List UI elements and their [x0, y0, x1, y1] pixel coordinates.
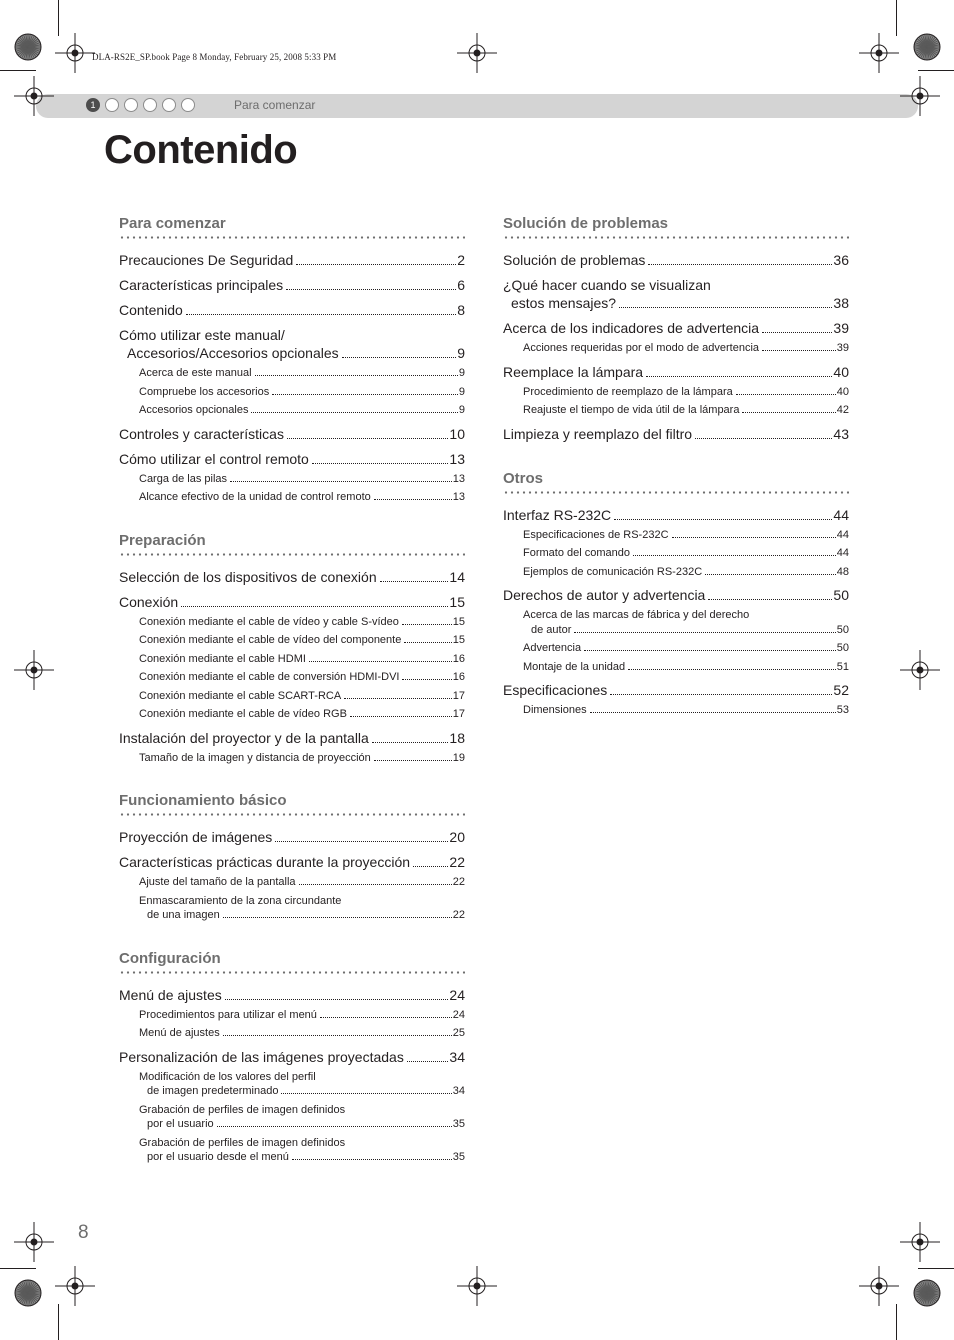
entry-text: Compruebe los accesorios	[139, 385, 270, 398]
page-title: Contenido	[104, 128, 298, 172]
crop-line	[58, 0, 59, 36]
dot-leader	[286, 289, 456, 290]
section-divider	[503, 236, 849, 239]
toc-entry[interactable]	[119, 425, 465, 443]
entry-text: ¿Qué hacer cuando se visualizan	[503, 277, 711, 293]
entry-page: 36	[833, 252, 849, 268]
crop-line	[918, 1268, 954, 1269]
entry-text: Reajuste el tiempo de vida útil de la lámpara	[523, 404, 740, 416]
dot-leader	[255, 375, 458, 376]
dot-leader	[628, 669, 836, 670]
entry-page: 25	[452, 1027, 465, 1039]
toc-subentry[interactable]	[119, 1026, 465, 1041]
entry-page: 16	[452, 652, 465, 665]
dot-leader	[742, 412, 835, 413]
dot-leader	[402, 679, 451, 680]
registration-mark-icon	[457, 33, 497, 73]
dot-leader	[281, 1093, 451, 1094]
toc-subentry[interactable]	[119, 366, 465, 381]
registration-mark-icon	[900, 650, 940, 690]
toc-subentry[interactable]	[119, 385, 465, 400]
entry-page: 39	[833, 320, 849, 336]
entry-text-line2: por el usuario	[147, 1118, 214, 1130]
dot-leader	[296, 264, 456, 265]
toc-column-left	[119, 214, 465, 1191]
dot-leader	[320, 1017, 452, 1018]
entry-page: 40	[833, 363, 849, 380]
registration-mark-icon	[457, 1266, 497, 1306]
toc-entry[interactable]	[119, 986, 465, 1004]
dot-leader	[708, 599, 832, 600]
toc-entry[interactable]	[119, 276, 465, 294]
entry-page: 9	[457, 345, 465, 361]
entry-page: 52	[833, 682, 849, 698]
entry-page: 19	[452, 751, 465, 764]
toc-subentry[interactable]	[119, 670, 465, 685]
entry-text: Enmascaramiento de la zona circundante	[139, 894, 342, 907]
toc-subentry[interactable]	[503, 660, 849, 675]
registration-mark-icon	[14, 650, 54, 690]
dot-leader	[762, 332, 832, 333]
section-divider	[119, 813, 465, 816]
chapter-progress-dots	[86, 98, 195, 112]
dot-leader	[186, 314, 456, 315]
toc-subentry[interactable]	[119, 1008, 465, 1023]
toc-subentry[interactable]	[503, 608, 849, 637]
entry-text-line2: de autor	[531, 623, 572, 636]
registration-mark-icon	[14, 1222, 54, 1262]
toc-entry[interactable]	[119, 450, 465, 468]
registration-mark-icon	[14, 76, 54, 116]
chapter-dot	[124, 98, 138, 112]
dot-leader	[380, 581, 449, 582]
entry-text: Derechos de autor y advertencia	[503, 587, 706, 603]
entry-text: Conexión mediante el cable HDMI	[139, 652, 306, 665]
entry-text: Acerca de los indicadores de advertencia	[503, 320, 760, 336]
dot-leader	[695, 438, 832, 439]
dot-leader	[705, 574, 836, 575]
entry-page: 34	[449, 1048, 465, 1065]
registration-mark-icon	[900, 76, 940, 116]
dot-leader	[223, 917, 452, 918]
toc-subentry[interactable]	[119, 633, 465, 648]
toc-subentry[interactable]	[503, 641, 849, 656]
entry-text: Reemplace la lámpara	[503, 363, 644, 380]
dot-leader	[619, 307, 832, 308]
toc-subentry[interactable]	[503, 528, 849, 543]
dot-leader	[251, 412, 457, 413]
section-divider	[119, 236, 465, 239]
entry-page: 13	[452, 472, 465, 485]
toc-entry[interactable]	[503, 319, 849, 337]
entry-page: 15	[449, 593, 465, 610]
entry-page: 40	[836, 385, 849, 398]
entry-text-continued	[139, 1084, 465, 1099]
entry-text: Conexión mediante el cable de vídeo del componente	[139, 634, 402, 646]
page-number: 8	[78, 1222, 89, 1243]
entry-text: Personalización de las imágenes proyectadas	[119, 1048, 404, 1065]
toc-subentry[interactable]	[119, 1136, 465, 1165]
entry-text: Montaje de la unidad	[523, 660, 626, 673]
dot-leader	[287, 438, 448, 439]
dot-leader	[646, 376, 832, 377]
toc-column-right	[503, 214, 849, 744]
toc-subentry[interactable]	[119, 875, 465, 890]
entry-page: 9	[458, 385, 465, 398]
crop-line	[896, 1304, 897, 1340]
dot-leader	[374, 499, 452, 500]
color-target-icon	[913, 1279, 941, 1307]
toc-section	[503, 214, 849, 443]
entry-text: Limpieza y reemplazo del filtro	[503, 425, 693, 442]
section-title: Para comenzar	[119, 215, 226, 232]
toc-subentry[interactable]	[119, 472, 465, 487]
crop-line	[918, 70, 954, 71]
entry-page: 17	[452, 708, 465, 720]
entry-page: 44	[836, 528, 849, 541]
toc-entry[interactable]	[119, 828, 465, 846]
entry-page: 22	[449, 854, 465, 870]
entry-text: Instalación del proyector y de la pantalla	[119, 729, 369, 746]
dot-leader	[590, 712, 836, 713]
toc-subentry[interactable]	[503, 385, 849, 400]
entry-page: 38	[833, 295, 849, 311]
entry-text: Acerca de este manual	[139, 367, 252, 379]
dot-leader	[736, 394, 836, 395]
dot-leader	[344, 698, 452, 699]
chapter-dot-current: 1	[86, 98, 100, 112]
entry-page: 42	[836, 404, 849, 416]
toc-subentry[interactable]	[119, 615, 465, 630]
entry-page: 6	[457, 277, 465, 293]
crop-line	[0, 70, 36, 71]
entry-text-continued	[139, 908, 465, 923]
dot-leader	[413, 866, 448, 867]
entry-text: Advertencia	[523, 642, 582, 654]
entry-page: 43	[833, 425, 849, 442]
dot-leader	[275, 841, 448, 842]
entry-text: Procedimientos para utilizar el menú	[139, 1008, 317, 1021]
registration-mark-icon	[900, 1222, 940, 1262]
entry-page: 10	[449, 425, 465, 442]
toc-subentry[interactable]	[119, 707, 465, 722]
entry-page: 20	[449, 829, 465, 845]
chapter-dot	[181, 98, 195, 112]
dot-leader	[225, 999, 449, 1000]
color-target-icon	[14, 33, 42, 61]
entry-text: Ajuste del tamaño de la pantalla	[139, 876, 296, 888]
dot-leader	[230, 481, 452, 482]
entry-page: 51	[836, 660, 849, 673]
registration-mark-icon	[55, 33, 95, 73]
toc-entry[interactable]	[119, 251, 465, 269]
toc-subentry[interactable]	[119, 894, 465, 923]
dot-leader	[584, 650, 836, 651]
entry-page: 50	[833, 587, 849, 603]
dot-leader	[374, 760, 452, 761]
entry-page: 13	[452, 491, 465, 503]
dot-leader	[762, 350, 836, 351]
toc-section	[119, 949, 465, 1165]
dot-leader	[292, 1159, 452, 1160]
crop-line	[58, 1304, 59, 1340]
section-title: Funcionamiento básico	[119, 792, 287, 809]
entry-page: 2	[457, 252, 465, 268]
color-target-icon	[14, 1279, 42, 1307]
entry-text: Solución de problemas	[503, 252, 646, 268]
entry-text: Menú de ajustes	[119, 986, 222, 1003]
toc-entry[interactable]	[503, 251, 849, 269]
entry-page: 15	[452, 634, 465, 646]
entry-page: 24	[449, 986, 465, 1003]
registration-mark-icon	[859, 1266, 899, 1306]
entry-page: 22	[452, 876, 465, 888]
color-target-icon	[913, 33, 941, 61]
entry-text: Grabación de perfiles de imagen definidos	[139, 1103, 346, 1116]
toc-subentry[interactable]	[503, 565, 849, 580]
entry-text-continued	[119, 344, 465, 362]
entry-text: Tamaño de la imagen y distancia de proyección	[139, 751, 371, 764]
toc-subentry[interactable]	[119, 1103, 465, 1132]
entry-page: 44	[836, 547, 849, 559]
section-divider	[119, 553, 465, 556]
entry-text: Procedimiento de reemplazo de la lámpara	[523, 385, 733, 398]
entry-text: Alcance efectivo de la unidad de control remoto	[139, 491, 371, 503]
toc-entry[interactable]	[119, 326, 465, 362]
dot-leader	[633, 555, 836, 556]
entry-text: Especificaciones de RS-232C	[523, 528, 669, 541]
entry-page: 44	[833, 506, 849, 523]
entry-text-line2: estos mensajes?	[511, 295, 617, 311]
toc-subentry[interactable]	[119, 490, 465, 505]
toc-subentry[interactable]	[119, 652, 465, 667]
entry-text: Selección de los dispositivos de conexión	[119, 568, 377, 585]
crop-line	[896, 0, 897, 36]
entry-text-continued	[503, 294, 849, 312]
section-title: Solución de problemas	[503, 215, 669, 232]
entry-page: 24	[452, 1008, 465, 1021]
section-divider	[119, 971, 465, 974]
entry-text-line2: Accesorios/Accesorios opcionales	[127, 345, 339, 361]
entry-text-line2: de imagen predeterminado	[147, 1085, 279, 1097]
entry-page: 15	[452, 615, 465, 628]
entry-page: 16	[452, 671, 465, 683]
toc-subentry[interactable]	[503, 703, 849, 718]
print-header: DLA-RS2E_SP.book Page 8 Monday, February 25, 2008 5:33 PM	[92, 52, 337, 62]
entry-text: Especificaciones	[503, 682, 608, 698]
toc-entry[interactable]	[503, 276, 849, 312]
entry-text: Accesorios opcionales	[139, 404, 249, 416]
entry-text: Acerca de las marcas de fábrica y del derecho	[523, 609, 750, 621]
entry-text: Conexión	[119, 593, 179, 610]
entry-text: Proyección de imágenes	[119, 829, 273, 845]
entry-page: 34	[452, 1085, 465, 1097]
toc-entry[interactable]	[119, 1048, 465, 1066]
entry-text: Ejemplos de comunicación RS-232C	[523, 565, 703, 578]
entry-text: Contenido	[119, 302, 183, 318]
dot-leader	[350, 716, 452, 717]
entry-text-continued	[523, 623, 849, 638]
dot-leader	[217, 1126, 452, 1127]
toc-entry[interactable]	[119, 729, 465, 747]
entry-page: 39	[836, 342, 849, 354]
chapter-dot	[105, 98, 119, 112]
dot-leader	[672, 537, 836, 538]
toc-entry[interactable]	[119, 853, 465, 871]
chapter-bar	[36, 94, 918, 118]
dot-leader	[574, 632, 835, 633]
entry-page: 8	[457, 302, 465, 318]
entry-text-line2: de una imagen	[147, 909, 220, 921]
toc-entry[interactable]	[503, 425, 849, 443]
entry-page: 35	[452, 1118, 465, 1130]
toc-section	[119, 531, 465, 766]
dot-leader	[404, 642, 451, 643]
entry-text: Conexión mediante el cable SCART-RCA	[139, 689, 342, 702]
crop-line	[0, 1268, 36, 1269]
dot-leader	[181, 606, 448, 607]
registration-mark-icon	[55, 1266, 95, 1306]
toc-entry[interactable]	[119, 301, 465, 319]
chapter-dot	[162, 98, 176, 112]
entry-page: 48	[836, 565, 849, 578]
toc-entry[interactable]	[503, 363, 849, 381]
entry-page: 17	[452, 689, 465, 702]
dot-leader	[614, 519, 832, 520]
entry-text: Grabación de perfiles de imagen definidos	[139, 1136, 346, 1149]
toc-subentry[interactable]	[503, 546, 849, 561]
entry-text: Características principales	[119, 277, 284, 293]
entry-text: Dimensiones	[523, 704, 587, 716]
toc-entry[interactable]	[119, 568, 465, 586]
dot-leader	[272, 394, 458, 395]
registration-mark-icon	[859, 33, 899, 73]
dot-leader	[372, 742, 449, 743]
entry-text: Carga de las pilas	[139, 472, 228, 485]
chapter-dot	[143, 98, 157, 112]
section-title: Otros	[503, 469, 544, 487]
toc-section	[119, 791, 465, 923]
entry-text: Conexión mediante el cable de vídeo y cable S-vídeo	[139, 615, 399, 628]
dot-leader	[402, 624, 452, 625]
dot-leader	[610, 694, 832, 695]
entry-text: Controles y características	[119, 425, 284, 442]
dot-leader	[309, 661, 452, 662]
entry-page: 18	[449, 729, 465, 746]
entry-page: 35	[452, 1151, 465, 1163]
entry-page: 50	[836, 623, 849, 636]
chapter-label: Para comenzar	[234, 98, 316, 112]
dot-leader	[648, 264, 832, 265]
entry-text: Interfaz RS-232C	[503, 506, 612, 523]
entry-text: Conexión mediante el cable de vídeo RGB	[139, 708, 347, 720]
entry-page: 50	[836, 642, 849, 654]
entry-page: 53	[836, 704, 849, 716]
entry-text: Características prácticas durante la proyección	[119, 854, 411, 870]
entry-text: Cómo utilizar este manual/	[119, 327, 285, 343]
dot-leader	[223, 1035, 452, 1036]
dot-leader	[299, 884, 452, 885]
entry-page: 13	[449, 450, 465, 467]
toc-entry[interactable]	[503, 506, 849, 524]
section-title: Preparación	[119, 531, 206, 549]
toc-entry[interactable]	[503, 586, 849, 604]
toc-subentry[interactable]	[503, 403, 849, 418]
toc-subentry[interactable]	[119, 1070, 465, 1099]
entry-page: 9	[458, 404, 465, 416]
entry-page: 9	[458, 367, 465, 379]
section-title: Configuración	[119, 949, 221, 967]
entry-text: Acciones requeridas por el modo de advertencia	[523, 342, 760, 354]
toc-subentry[interactable]	[119, 403, 465, 418]
toc-section	[503, 469, 849, 718]
entry-text: Modificación de los valores del perfil	[139, 1070, 316, 1083]
toc-entry[interactable]	[119, 593, 465, 611]
entry-text: Formato del comando	[523, 547, 630, 559]
entry-page: 14	[449, 568, 465, 585]
section-divider	[503, 491, 849, 494]
entry-text: Cómo utilizar el control remoto	[119, 450, 309, 467]
entry-page: 22	[452, 909, 465, 921]
toc-entry[interactable]	[503, 681, 849, 699]
entry-text-line2: por el usuario desde el menú	[147, 1151, 289, 1163]
entry-text: Precauciones De Seguridad	[119, 252, 294, 268]
dot-leader	[312, 463, 449, 464]
entry-text-continued	[139, 1150, 465, 1165]
toc-subentry[interactable]	[119, 689, 465, 704]
toc-subentry[interactable]	[503, 341, 849, 356]
entry-text: Conexión mediante el cable de conversión HDMI-DVI	[139, 671, 400, 683]
toc-subentry[interactable]	[119, 751, 465, 766]
toc-section	[119, 214, 465, 505]
dot-leader	[407, 1061, 449, 1062]
entry-text: Menú de ajustes	[139, 1027, 220, 1039]
dot-leader	[342, 357, 457, 358]
entry-text-continued	[139, 1117, 465, 1132]
